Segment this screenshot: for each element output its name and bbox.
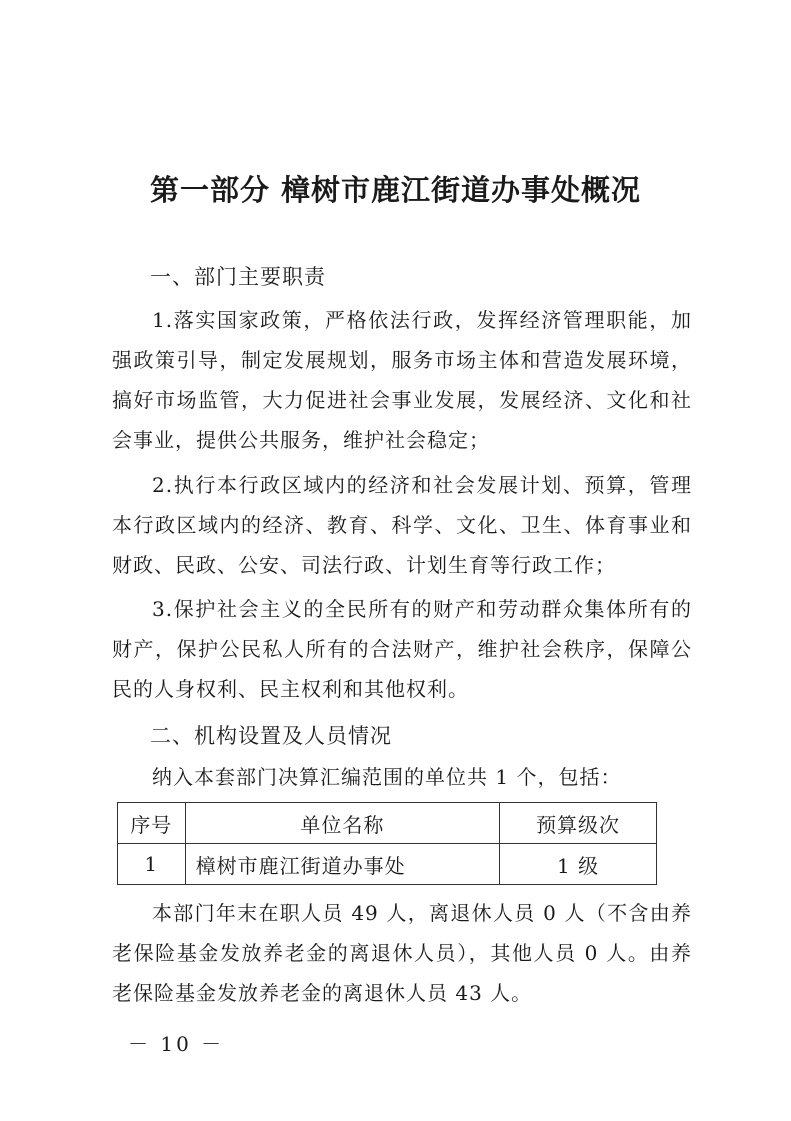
header-budget-level: 预算级次 xyxy=(500,803,657,844)
duty-paragraph-1: 1.落实国家政策，严格依法行政，发挥经济管理职能，加强政策引导，制定发展规划，服务市场主体和营造发展环境，搞好市场监管，大力促进社会事业发展，发展经济、文化和社会事业，提供公共服务，维护社会稳定； xyxy=(112,308,692,452)
unit-scope-intro: 纳入本套部门决算汇编范围的单位共 1 个，包括： xyxy=(152,765,622,789)
section-heading-organization: 二、机构设置及人员情况 xyxy=(150,724,392,748)
header-index: 序号 xyxy=(118,803,186,844)
page-title: 第一部分 樟树市鹿江街道办事处概况 xyxy=(149,173,642,207)
page-number: － 10 － xyxy=(128,1032,225,1056)
duty-paragraph-2: 2.执行本行政区域内的经济和社会发展计划、预算，管理本行政区域内的经济、教育、科学、文化、卫生、体育事业和财政、民政、公安、司法行政、计划生育等行政工作； xyxy=(112,473,692,577)
header-unit-name: 单位名称 xyxy=(185,803,500,844)
cell-unit-name: 樟树市鹿江街道办事处 xyxy=(185,844,500,885)
table-row xyxy=(118,844,657,885)
table-header-row xyxy=(118,803,657,844)
unit-table xyxy=(117,802,657,885)
staff-paragraph: 本部门年末在职人员 49 人，离退休人员 0 人（不含由养老保险基金发放养老金的离退休人员），其他人员 0 人。由养老保险基金发放养老金的离退休人员 43 人。 xyxy=(112,901,692,1005)
cell-index: 1 xyxy=(118,844,186,885)
section-heading-duties: 一、部门主要职责 xyxy=(150,265,326,289)
cell-budget-level: 1 级 xyxy=(500,844,657,885)
duty-paragraph-3: 3.保护社会主义的全民所有的财产和劳动群众集体所有的财产，保护公民私人所有的合法财产，维护社会秩序，保障公民的人身权利、民主权利和其他权利。 xyxy=(112,597,692,701)
